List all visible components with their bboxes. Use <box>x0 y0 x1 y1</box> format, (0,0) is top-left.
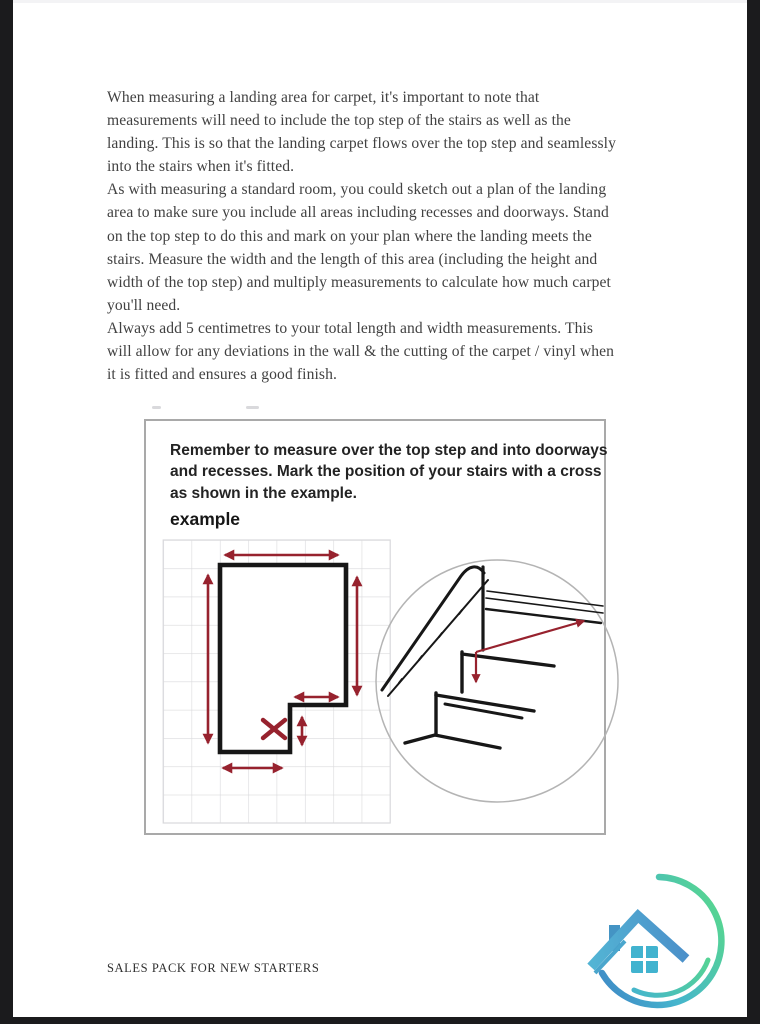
text-line: area to make sure you include all areas including recesses and doorways. Stand <box>107 204 609 222</box>
caption-line: and recesses. Mark the position of your stairs with a cross <box>170 463 602 481</box>
text-line: Always add 5 centimetres to your total length and width measurements. This <box>107 319 594 337</box>
landing-plan-diagram <box>144 419 644 837</box>
text-line: you'll need. <box>107 296 181 314</box>
footer-label: SALES PACK FOR NEW STARTERS <box>107 961 320 975</box>
smudge-mark <box>246 406 259 409</box>
letterbox-top <box>13 0 747 3</box>
text-line: measurements will need to include the top step of the stairs as well as the <box>107 112 571 130</box>
caption-line: Remember to measure over the top step and into doorways <box>170 442 608 459</box>
window <box>631 946 658 973</box>
text-line: it is fitted and ensures a good finish. <box>107 366 337 384</box>
top-step-width-arrow <box>476 621 584 652</box>
text-line: landing. This is so that the landing carpet flows over the top step and seamlessly <box>107 135 616 153</box>
smudge-mark <box>152 406 161 409</box>
text-line: stairs. Measure the width and the length of this area (including the height and <box>107 250 598 268</box>
caption-line: as shown in the example. <box>170 484 357 502</box>
example-label: example <box>170 509 241 529</box>
company-logo <box>573 869 745 1016</box>
text-line: width of the top step) and multiply measurements to calculate how much carpet <box>107 273 611 291</box>
magnifier-circle <box>376 560 618 802</box>
text-line: into the stairs when it's fitted. <box>107 158 295 176</box>
letterbox-right <box>747 0 760 1024</box>
stairs-detail-circle <box>376 560 618 802</box>
body-text <box>107 86 616 386</box>
text-line: As with measuring a standard room, you could sketch out a plan of the landing <box>107 181 607 199</box>
stairs-sketch <box>382 567 603 748</box>
letterbox-left <box>0 0 13 1024</box>
text-line: will allow for any deviations in the wall & the cutting of the carpet / vinyl when <box>107 343 615 361</box>
text-line: on the top step to do this and mark on your plan where the landing meets the <box>107 227 592 245</box>
top-step-measure-arrows <box>476 621 584 682</box>
floor-plan <box>163 540 390 823</box>
house-icon <box>591 916 686 973</box>
text-line: When measuring a landing area for carpet, it's important to note that <box>107 89 540 106</box>
letterbox-bottom <box>0 1017 760 1024</box>
